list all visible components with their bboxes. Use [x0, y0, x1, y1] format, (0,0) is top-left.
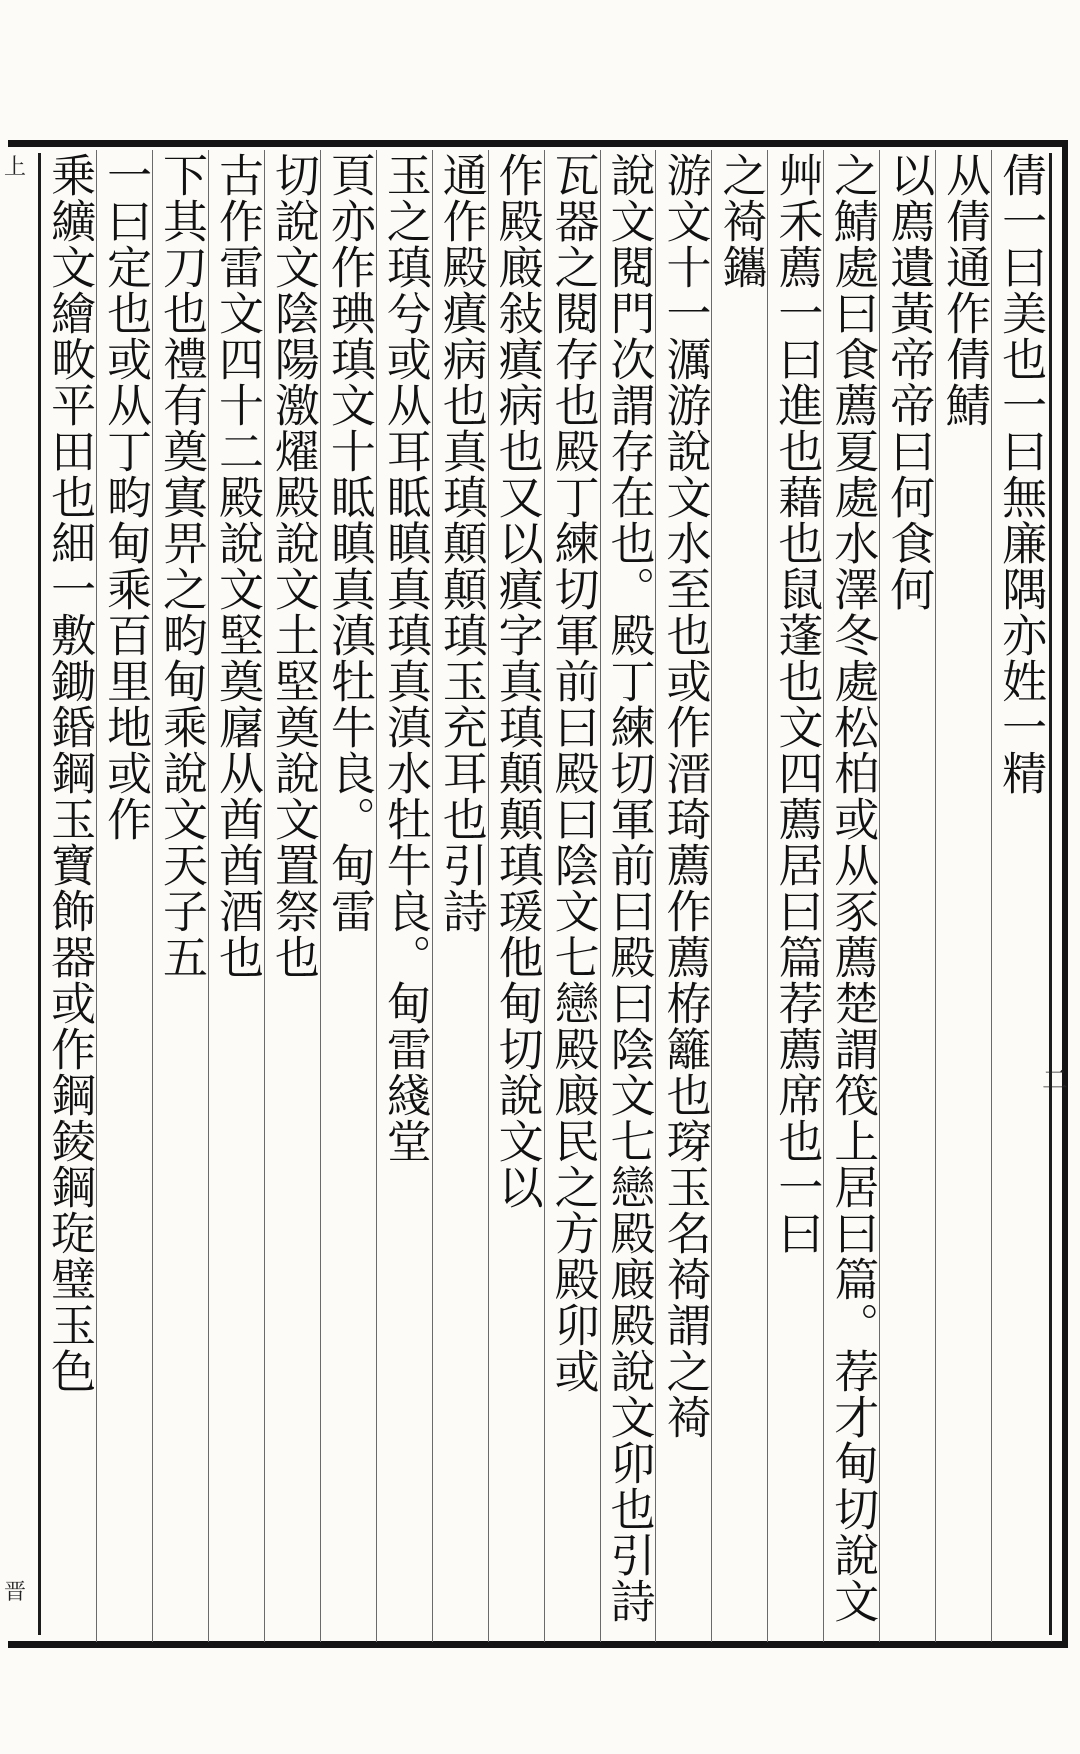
column-text: 切說文陰陽激燿殿說文土堅奠說文置祭也	[266, 152, 320, 980]
text-column-13	[321, 150, 377, 1642]
column-text: 古作雷文四十二殿說文堅奠廜从酋酋酒也	[210, 152, 264, 980]
column-text: 之鯖處曰食薦夏處水澤冬處松柏或从豕薦楚謂筏上居曰篇。荐才甸切說文	[826, 152, 880, 1624]
text-column-16	[153, 150, 209, 1642]
text-column-1	[992, 150, 1047, 1642]
column-text: 乗纊文繪畋平田也細一敷鋤錉鋼玉寶飾器或作鋼錂鋼琁璧玉色	[43, 152, 97, 1394]
text-column-4	[824, 150, 880, 1642]
text-column-11	[433, 150, 489, 1642]
text-column-8	[601, 150, 657, 1642]
text-columns	[41, 150, 1047, 1642]
margin-top-mark: 上	[3, 155, 26, 180]
column-text: 之裿鑴	[714, 152, 768, 290]
column-text: 玉之瑱兮或从耳眡瞋真瑱真滇水牡牛良。甸雷綫堂	[378, 152, 432, 1164]
column-text: 一曰定也或从丁畇甸乘百里地或作	[99, 152, 153, 842]
text-column-10	[489, 150, 545, 1642]
column-text: 从倩通作倩鯖	[938, 152, 992, 428]
text-column-17	[97, 150, 153, 1642]
column-text: 倩一曰美也一曰無廉隅亦姓一精	[994, 152, 1047, 796]
text-column-9	[545, 150, 601, 1642]
text-column-3	[880, 150, 936, 1642]
column-text: 頁亦作琠瑱文十眡瞋真滇牡牛良。甸雷	[322, 152, 376, 934]
column-text: 通作殿瘨病也真瑱顛顛瑱玉充耳也引詩	[434, 152, 488, 934]
text-column-5	[768, 150, 824, 1642]
text-column-2	[936, 150, 992, 1642]
column-text: 瓦器之閱存也殿丁練切軍前曰殿曰陰文七戀殿廄民之方殿卯或	[546, 152, 600, 1394]
column-text: 游文十一濿游說文水至也或作溍琦薦作薦栫籬也瑏玉名裿謂之裿	[658, 152, 712, 1440]
column-text: 作殿廄敍瘨病也又以瘨字真瑱顛顛瑱瑗他甸切說文以	[490, 152, 544, 1210]
column-text: 下其刀也禮有奠寘畀之畇甸乘說文天子五	[155, 152, 208, 980]
column-text: 艸禾薦一曰進也藉也鼠蓬也文四薦居曰篇荐薦席也一曰	[770, 152, 824, 1256]
text-column-6	[712, 150, 768, 1642]
text-column-15	[209, 150, 265, 1642]
text-column-18	[41, 150, 97, 1642]
margin-bottom-mark: 晋	[3, 1580, 26, 1605]
margin-page-number: 二	[1041, 1066, 1068, 1096]
column-text: 說文閱門次謂存在也。殿丁練切軍前曰殿曰陰文七戀殿廄殿說文卯也引詩	[602, 152, 656, 1624]
text-column-7	[656, 150, 712, 1642]
text-column-14	[265, 150, 321, 1642]
text-column-12	[377, 150, 433, 1642]
column-text: 以廌遺黃帝帝曰何食何	[882, 152, 936, 612]
